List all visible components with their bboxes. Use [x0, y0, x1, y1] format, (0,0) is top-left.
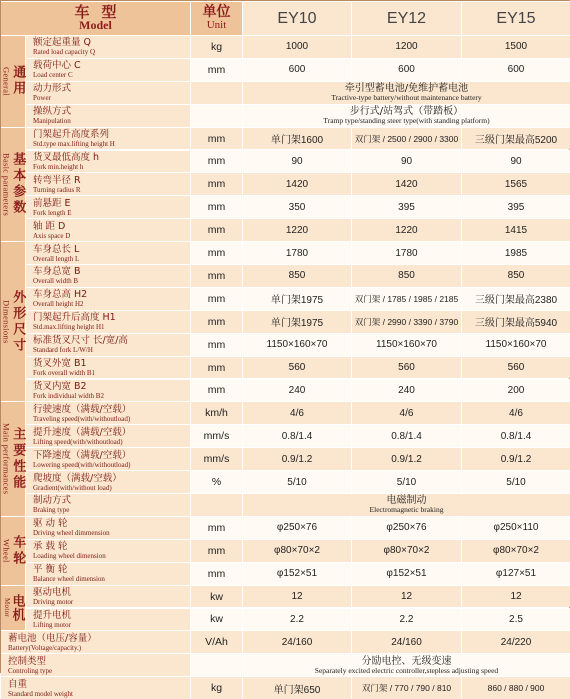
row-name-en: Std.type max.lifting height H [33, 140, 115, 149]
row-unit [191, 105, 243, 127]
row-unit [191, 82, 243, 104]
section-label-text [2, 423, 25, 494]
merged-value-cn: 步行式/站驾式（带踏板） [349, 106, 464, 118]
row-name [26, 402, 191, 424]
value-cell: 1420 [243, 173, 352, 195]
section-label-cn: 电机 [9, 593, 25, 622]
row-name-en: Fork min.height h [33, 162, 84, 171]
merged-value-cn: 牵引型蓄电池/免维护蓄电池 [344, 83, 469, 95]
row-name [26, 288, 191, 310]
value-cell: 单门架650 [243, 677, 352, 699]
value-cell: 850 [507, 270, 525, 282]
section-label-cn: 主要性能 [10, 427, 26, 492]
value-cell: 0.9/1.2 [352, 448, 462, 470]
value-cell: φ127×51 [495, 568, 537, 580]
value-cell: φ80×70×2 [243, 540, 352, 562]
row-unit: kw [191, 609, 243, 631]
value-cell: 1415 [504, 224, 528, 236]
value-cell: 0.8/1.4 [243, 425, 352, 447]
row-name [26, 494, 191, 516]
value-cell: 600 [507, 64, 525, 76]
value-cell: φ250×110 [493, 522, 539, 534]
row-name-en: Fork individual width B2 [33, 391, 104, 400]
value-cell: 双门架 / 1785 / 1985 / 2185 [352, 288, 462, 310]
value-cell: 5/10 [506, 476, 526, 488]
section-label-cn: 通用 [10, 65, 26, 98]
value-cell: φ250×76 [352, 517, 462, 539]
value-cell: 三级门架最高5940 [474, 318, 558, 330]
value-cell: φ80×70×2 [352, 540, 462, 562]
section-label-motor [1, 585, 26, 631]
value-cell: φ152×51 [352, 563, 462, 585]
row-unit: mm/s [191, 448, 243, 470]
value-cell: φ152×51 [243, 563, 352, 585]
value-cell: 395 [352, 196, 462, 218]
row-name [26, 311, 191, 333]
row-unit: mm [191, 334, 243, 356]
value-cell: 0.8/1.4 [500, 430, 532, 442]
value-cell: 600 [352, 59, 462, 81]
section-label-text [2, 290, 25, 354]
model-header-cn: 车型 [74, 2, 129, 21]
value-cell: 24/160 [243, 631, 352, 653]
row-name [26, 265, 191, 287]
row-name [26, 609, 191, 631]
table-row [1, 356, 570, 379]
row-name-en: Turning radius R [33, 185, 81, 194]
value-cell: 0.8/1.4 [352, 425, 462, 447]
row-unit: mm [191, 128, 243, 150]
row-unit: mm [191, 380, 243, 402]
row-unit: mm [191, 357, 243, 379]
row-name-cn: 提升速度（满载/空载） [33, 426, 132, 438]
row-name [1, 677, 191, 699]
value-cell: 2.2 [352, 609, 462, 631]
section-label-text [2, 65, 25, 97]
table-row [1, 493, 570, 516]
value-cell: 4/6 [352, 402, 462, 424]
value-cell: 90 [352, 151, 462, 173]
value-cell: 1150×160×70 [352, 334, 462, 356]
merged-value-en: Electromagnetic braking [369, 505, 444, 515]
row-name-en: Lifting motor [33, 620, 71, 629]
row-name-cn: 门架起升后高度 H1 [33, 312, 116, 324]
row-name-cn: 车身总高 H2 [33, 289, 88, 301]
value-cell: 三级门架最高2380 [474, 295, 558, 307]
table-row [1, 241, 570, 264]
row-name-cn: 蓄电池（电压/容量） [8, 632, 97, 644]
value-cell: 1000 [243, 36, 352, 58]
model-ey15: EY15 [462, 2, 570, 35]
row-name-cn: 额定起重量 Q [33, 37, 91, 49]
value-cell: 90 [510, 155, 522, 167]
value-cell: 1200 [352, 36, 462, 58]
row-name-cn: 提升电机 [33, 609, 72, 621]
header-row [1, 1, 570, 35]
value-cell: 1780 [352, 242, 462, 264]
value-cell: 1780 [243, 242, 352, 264]
section-label-cn: 外形尺寸 [10, 289, 26, 354]
row-unit: V/Ah [191, 631, 243, 653]
section-label-text [2, 535, 25, 567]
table-row [1, 470, 570, 493]
section-label-performances [1, 401, 26, 516]
value-cell: φ250×76 [243, 517, 352, 539]
row-name-en: Rated load capacity Q [33, 48, 96, 57]
row-name-cn: 货叉内宽 B2 [33, 380, 87, 392]
table-row [1, 585, 570, 608]
section-label-general [1, 35, 26, 127]
row-name-cn: 前悬距 E [33, 197, 71, 209]
value-cell: 双门架 / 2500 / 2900 / 3300 [352, 128, 462, 150]
row-name [26, 59, 191, 81]
row-unit: mm [191, 173, 243, 195]
section-label-en: Main performances [1, 423, 12, 495]
row-name-cn: 标准货叉尺寸 长/宽/高 [33, 335, 128, 347]
row-name-en: Controling type [8, 666, 53, 675]
value-cell: φ80×70×2 [493, 545, 539, 557]
table-row [1, 287, 570, 310]
row-name-cn: 操纵方式 [33, 106, 72, 118]
value-cell: 350 [243, 196, 352, 218]
value-cell: 5/10 [352, 471, 462, 493]
row-unit: mm [191, 288, 243, 310]
value-cell: 24/220 [500, 636, 532, 648]
row-name-cn: 控制类型 [8, 655, 47, 667]
row-name-cn: 爬坡度（满载/空载） [33, 472, 122, 484]
row-unit: mm [191, 311, 243, 333]
row-name-en: Fork overall width B1 [33, 369, 96, 378]
section-label-en: Wheel [1, 538, 12, 563]
row-name [26, 36, 191, 58]
row-name-en: Manipulation [33, 117, 71, 126]
row-name-cn: 承 载 轮 [33, 541, 68, 553]
value-cell: 850 [243, 265, 352, 287]
row-name-cn: 门架起升高度系列 [33, 129, 110, 141]
table-row [1, 58, 570, 81]
section-label-wheel [1, 516, 26, 585]
row-name-en: Overall height H2 [33, 300, 84, 309]
table-row [1, 424, 570, 447]
row-name-en: Traveling speed(with/withoutload) [33, 414, 131, 423]
value-cell: 850 [352, 265, 462, 287]
value-cell: 0.9/1.2 [243, 448, 352, 470]
table-row [1, 447, 570, 470]
unit-header [191, 2, 243, 35]
row-name-cn: 车身总宽 B [33, 266, 81, 278]
row-unit: mm [191, 265, 243, 287]
merged-value-cn: 电磁制动 [386, 495, 427, 507]
row-name-cn: 行驶速度（满载/空载） [33, 403, 132, 415]
value-cell: 双门架 / 770 / 790 / 810 [352, 677, 462, 699]
row-unit: mm [191, 242, 243, 264]
merged-value [243, 105, 570, 127]
section-label-en: Motor [2, 598, 11, 618]
row-name-en: Loading wheel dimension [33, 552, 106, 561]
table-row [1, 401, 570, 424]
section-label-cn: 基本参数 [10, 152, 26, 217]
row-name-cn: 制动方式 [33, 495, 72, 507]
row-name [26, 425, 191, 447]
row-unit: mm [191, 196, 243, 218]
table-row [1, 104, 570, 127]
row-unit: mm [191, 151, 243, 173]
row-name-en: Load center C [33, 71, 73, 80]
section-label-text [3, 594, 24, 622]
table-row [1, 35, 570, 58]
row-name-en: Std.max.lifting height H1 [33, 323, 105, 332]
model-header [1, 2, 191, 35]
value-cell: 单门架1600 [243, 128, 352, 150]
table-row [1, 172, 570, 195]
value-cell: 12 [510, 591, 522, 603]
section-label-en: General [1, 66, 12, 96]
value-cell: 1985 [504, 247, 528, 259]
value-cell: 5/10 [243, 471, 352, 493]
row-name-cn: 货叉最低高度 h [33, 151, 100, 163]
value-cell: 24/160 [352, 631, 462, 653]
section-label-cn: 车轮 [10, 534, 26, 567]
row-name-en: Battery(Voltage/capacity.) [8, 643, 82, 652]
section-label-dimensions [1, 241, 26, 401]
value-cell: 600 [243, 59, 352, 81]
value-cell: 1150×160×70 [485, 339, 547, 351]
table-row [1, 379, 570, 402]
value-cell: 4/6 [243, 402, 352, 424]
row-unit: km/h [191, 402, 243, 424]
table-row [1, 150, 570, 173]
model-header-en: Model [79, 17, 112, 32]
row-name [26, 173, 191, 195]
row-name-cn: 动力形式 [33, 83, 72, 95]
row-name [26, 128, 191, 150]
row-unit [191, 494, 243, 516]
value-cell: 1500 [504, 41, 528, 53]
row-unit: kw [191, 586, 243, 608]
table-row [1, 218, 570, 241]
value-cell: 4/6 [509, 407, 523, 419]
section-label-text [2, 152, 25, 216]
value-cell: 单门架1975 [243, 311, 352, 333]
row-name-en: Axis space D [33, 231, 71, 240]
section-label-en: Dimensions [1, 299, 12, 344]
row-unit: kg [191, 36, 243, 58]
row-name-cn: 驱动电机 [33, 587, 72, 599]
row-unit: % [191, 471, 243, 493]
row-name-cn: 驱 动 轮 [33, 518, 68, 530]
section-label-en: Basic parameters [1, 152, 12, 216]
table-row [1, 562, 570, 585]
row-unit: mm/s [191, 425, 243, 447]
value-cell: 0.9/1.2 [500, 453, 532, 465]
value-cell: 1565 [504, 178, 528, 190]
row-name-en: Standard model weight [8, 689, 73, 698]
table-row [1, 310, 570, 333]
value-cell: 200 [507, 384, 525, 396]
table-row [1, 630, 570, 653]
model-ey10: EY10 [243, 2, 352, 35]
row-unit: kg [191, 677, 243, 699]
model-ey12: EY12 [352, 2, 462, 35]
merged-value-en: Tractive-type battery/without maintenance battery [331, 93, 482, 103]
value-cell: 1150×160×70 [243, 334, 352, 356]
table-row [1, 127, 570, 150]
row-name-en: Power [33, 94, 51, 103]
value-cell: 1220 [243, 219, 352, 241]
value-cell: 90 [243, 151, 352, 173]
row-name-cn: 载荷中心 C [33, 60, 81, 72]
value-cell: 单门架1975 [243, 288, 352, 310]
table-row [1, 333, 570, 356]
row-name [26, 448, 191, 470]
row-name [26, 586, 191, 608]
row-name-en: Braking type [33, 506, 70, 515]
row-unit: mm [191, 517, 243, 539]
row-name-en: Standard fork L/W/H [33, 346, 93, 355]
row-name [26, 471, 191, 493]
merged-value [243, 82, 570, 104]
unit-header-cn: 单位 [202, 3, 231, 20]
row-name-en: Balance wheel dimension [33, 575, 105, 584]
row-name [26, 105, 191, 127]
table-row [1, 608, 570, 631]
row-unit: mm [191, 563, 243, 585]
row-name [26, 219, 191, 241]
table-row [1, 539, 570, 562]
value-cell: 860 / 880 / 900 [487, 683, 545, 694]
value-cell: 2.2 [243, 609, 352, 631]
value-cell: 560 [352, 357, 462, 379]
table-row [1, 516, 570, 539]
merged-value-en: Tramp type/standing steer type(with standing platform) [323, 116, 490, 126]
row-name [26, 334, 191, 356]
table-row [1, 676, 570, 699]
row-name-cn: 车身总长 L [33, 243, 80, 255]
row-name-en: Overall width B [33, 277, 79, 286]
row-unit: mm [191, 59, 243, 81]
row-unit: mm [191, 540, 243, 562]
row-name-en: Lifting speed(with/withoutload) [33, 437, 123, 446]
row-name [26, 151, 191, 173]
table-row [1, 81, 570, 104]
row-name-cn: 下降速度（满载/空载） [33, 449, 132, 461]
unit-header-en: Unit [206, 18, 227, 31]
row-name [26, 357, 191, 379]
section-label-basic [1, 127, 26, 242]
row-name-cn: 货叉外宽 B1 [33, 358, 87, 370]
row-name [26, 242, 191, 264]
value-cell: 395 [507, 201, 525, 213]
row-name [26, 540, 191, 562]
row-name-en: Fork length E [33, 208, 72, 217]
row-name-en: Gradient(with/without load) [33, 483, 112, 492]
row-name-cn: 转弯半径 R [33, 174, 81, 186]
row-name-cn: 轴 距 D [33, 220, 66, 232]
table-row [1, 264, 570, 287]
value-cell: 240 [352, 380, 462, 402]
row-name-cn: 平 衡 轮 [33, 564, 68, 576]
table-row [1, 195, 570, 218]
merged-value-en: Separately excited electric controller,stepless adjusting speed [314, 665, 499, 675]
value-cell: 560 [243, 357, 352, 379]
row-name [1, 631, 191, 653]
row-name-en: Overall length L [33, 254, 80, 263]
value-cell: 560 [507, 362, 525, 374]
merged-value [243, 494, 570, 516]
row-name-en: Lowering speed(with/withoutload) [33, 460, 131, 469]
value-cell: 三级门架最高5200 [474, 135, 558, 147]
value-cell: 双门架 / 2990 / 3390 / 3790 [352, 311, 462, 333]
value-cell: 2.5 [509, 613, 523, 625]
row-name [26, 517, 191, 539]
row-name-en: Driving motor [33, 598, 74, 607]
row-name-en: Driving wheel dimmension [33, 529, 110, 538]
row-name-cn: 自重 [8, 678, 28, 690]
value-cell: 12 [352, 586, 462, 608]
row-name [26, 380, 191, 402]
row-name [26, 563, 191, 585]
merged-value-cn: 分励电控、无级变速 [361, 655, 452, 667]
value-cell: 240 [243, 380, 352, 402]
row-unit: mm [191, 219, 243, 241]
row-name [26, 82, 191, 104]
value-cell: 1420 [352, 173, 462, 195]
value-cell: 1220 [352, 219, 462, 241]
row-name [26, 196, 191, 218]
value-cell: 12 [243, 586, 352, 608]
